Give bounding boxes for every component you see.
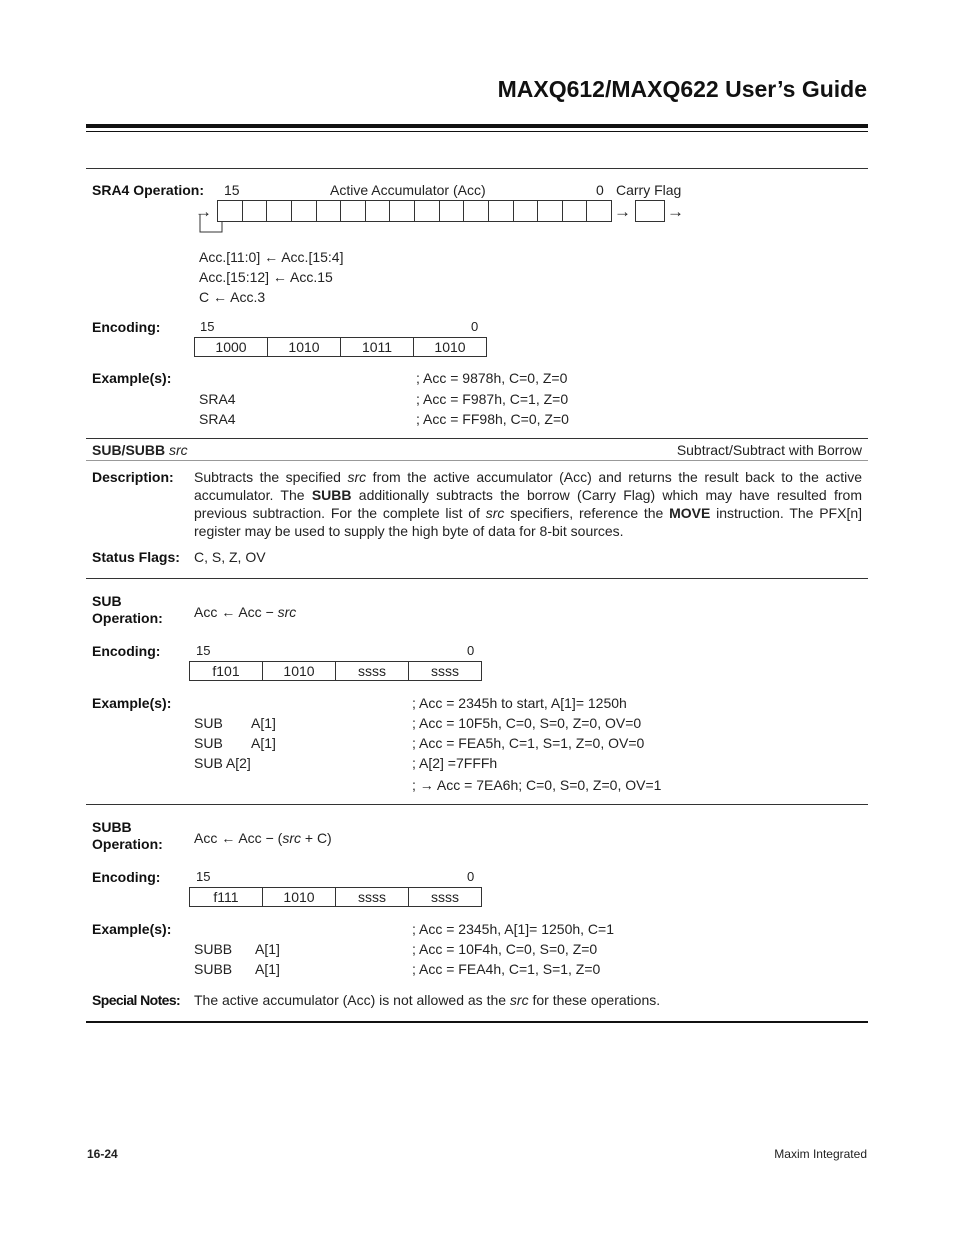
example-comment: ; Acc = F987h, C=1, Z=0 [416, 391, 569, 407]
encoding-cell: 1010 [263, 662, 336, 680]
divider [86, 804, 868, 805]
example-mnemonic: SUBB [194, 941, 233, 957]
bit-high-label: 15 [224, 182, 240, 198]
encoding-cell: 1011 [341, 338, 414, 356]
register-bit-cell [366, 201, 391, 221]
enc-bit-high: 15 [200, 319, 215, 334]
register-bit-cell [415, 201, 440, 221]
encoding-cell: f111 [190, 888, 263, 906]
example-mnemonic: SUB [194, 715, 223, 731]
example-mnemonic: SUB [194, 735, 223, 751]
register-bit-cell [514, 201, 539, 221]
register-bit-cell [243, 201, 268, 221]
sign-feedback-path [196, 214, 226, 236]
divider [86, 1021, 868, 1023]
register-bit-cell [317, 201, 342, 221]
sub-operation-label-2: Operation: [92, 610, 163, 626]
divider [86, 438, 868, 439]
example-comment: ; Acc = 10F5h, C=0, S=0, Z=0, OV=0 [412, 715, 642, 731]
register-bit-cell [341, 201, 366, 221]
op-line: Acc.[11:0] ← Acc.[15:4] [199, 249, 344, 265]
divider [86, 578, 868, 579]
enc-bit-low: 0 [467, 643, 475, 658]
register-bit-cell [267, 201, 292, 221]
bit-low-label: 0 [596, 182, 604, 198]
examples-label: Example(s): [92, 695, 172, 711]
sub-operation: Acc ← Acc − src [194, 604, 297, 620]
encoding-cell: f101 [190, 662, 263, 680]
example-comment: ; Acc = FEA4h, C=1, S=1, Z=0 [412, 961, 601, 977]
status-flags-label: Status Flags: [92, 549, 180, 565]
encoding-table [189, 887, 482, 907]
examples-label: Example(s): [92, 370, 172, 386]
instruction-heading [92, 442, 188, 458]
shift-out-arrow: → [667, 202, 684, 221]
example-arg: A[1] [251, 715, 276, 731]
example-arg: A[1] [251, 735, 276, 751]
instruction-operand: src [169, 442, 188, 458]
example-arg: A[1] [255, 961, 280, 977]
sra4-operation-label: SRA4 Operation: [92, 182, 205, 198]
register-bit-cell [563, 201, 588, 221]
shift-in-arrow: → [195, 202, 212, 221]
enc-bit-low: 0 [467, 869, 475, 884]
encoding-cell: ssss [336, 662, 409, 680]
example-comment: ; Acc = 10F4h, C=0, S=0, Z=0 [412, 941, 598, 957]
op-line: C ← Acc.3 [199, 289, 266, 305]
instruction-summary: Subtract/Subtract with Borrow [676, 442, 862, 458]
encoding-label: Encoding: [92, 643, 161, 659]
encoding-cell: 1010 [268, 338, 341, 356]
example-comment: ; Acc = 2345h, A[1]= 1250h, C=1 [412, 921, 614, 937]
encoding-cell: ssss [431, 663, 459, 679]
example-comment: ; → Acc = 7EA6h; C=0, S=0, Z=0, OV=1 [412, 777, 662, 793]
status-flags-value: C, S, Z, OV [194, 549, 266, 565]
subb-operation-label: SUBB [92, 819, 132, 835]
example-arg: A[1] [255, 941, 280, 957]
register-bit-cell [464, 201, 489, 221]
description-text: Subtracts the specified src from the active accumulator (Acc) and returns the result back to the active accumulator. The SUBB additionally subtracts the borrow (Carry Flag) which may have resulted from previous subtraction. For the complete list of src specifiers, reference the MOVE instruction. The PFX[n] register may be used to supply the high byte of data for 8-bit sources. [194, 469, 863, 539]
special-notes-label: Special Notes: [92, 992, 181, 1008]
encoding-cell: 1010 [434, 339, 466, 355]
to-carry-arrow: → [614, 202, 631, 221]
example-comment: ; Acc = 9878h, C=0, Z=0 [416, 370, 568, 386]
register-bit-cell [292, 201, 317, 221]
description-label: Description: [92, 469, 174, 485]
document-title: MAXQ612/MAXQ622 User’s Guide [497, 76, 867, 102]
accumulator-register-diagram [217, 200, 612, 222]
example-mnemonic: SUBB [194, 961, 233, 977]
encoding-table [194, 337, 487, 357]
register-bit-cell [587, 201, 611, 221]
register-bit-cell [390, 201, 415, 221]
register-bit-cell [440, 201, 465, 221]
enc-bit-low: 0 [471, 319, 479, 334]
sub-operation-label: SUB [92, 593, 122, 609]
example-comment: ; A[2] =7FFFh [412, 755, 498, 771]
enc-bit-high: 15 [196, 643, 211, 658]
encoding-cell: 1000 [195, 338, 268, 356]
encoding-label: Encoding: [92, 319, 161, 335]
divider [86, 168, 868, 169]
page-number: 16-24 [87, 1147, 118, 1161]
company-name: Maxim Integrated [774, 1147, 867, 1161]
register-bit-cell [489, 201, 514, 221]
example-mnemonic: SUB A[2] [194, 755, 251, 771]
register-bit-cell [538, 201, 563, 221]
header-rule [86, 124, 868, 128]
example-comment: ; Acc = 2345h to start, A[1]= 1250h [412, 695, 627, 711]
subb-operation-label-2: Operation: [92, 836, 163, 852]
encoding-table [189, 661, 482, 681]
example-code: SRA4 [199, 391, 236, 407]
example-comment: ; Acc = FF98h, C=0, Z=0 [416, 411, 569, 427]
acc-label: Active Accumulator (Acc) [330, 182, 486, 198]
encoding-cell: ssss [336, 888, 409, 906]
carry-flag-label: Carry Flag [616, 182, 682, 198]
examples-label: Example(s): [92, 921, 172, 937]
example-code: SRA4 [199, 411, 236, 427]
encoding-label: Encoding: [92, 869, 161, 885]
encoding-cell: 1010 [263, 888, 336, 906]
special-notes-text: The active accumulator (Acc) is not allowed as the src for these operations. [194, 992, 661, 1008]
example-comment: ; Acc = FEA5h, C=1, S=1, Z=0, OV=0 [412, 735, 645, 751]
enc-bit-high: 15 [196, 869, 211, 884]
op-line: Acc.[15:12] ← Acc.15 [199, 269, 333, 285]
divider [86, 460, 868, 461]
header-rule-thin [86, 131, 868, 132]
carry-flag-box [635, 200, 665, 222]
instruction-mnemonic: SUB/SUBB [92, 442, 166, 458]
subb-operation: Acc ← Acc − (src + C) [194, 830, 332, 846]
encoding-cell: ssss [431, 889, 459, 905]
